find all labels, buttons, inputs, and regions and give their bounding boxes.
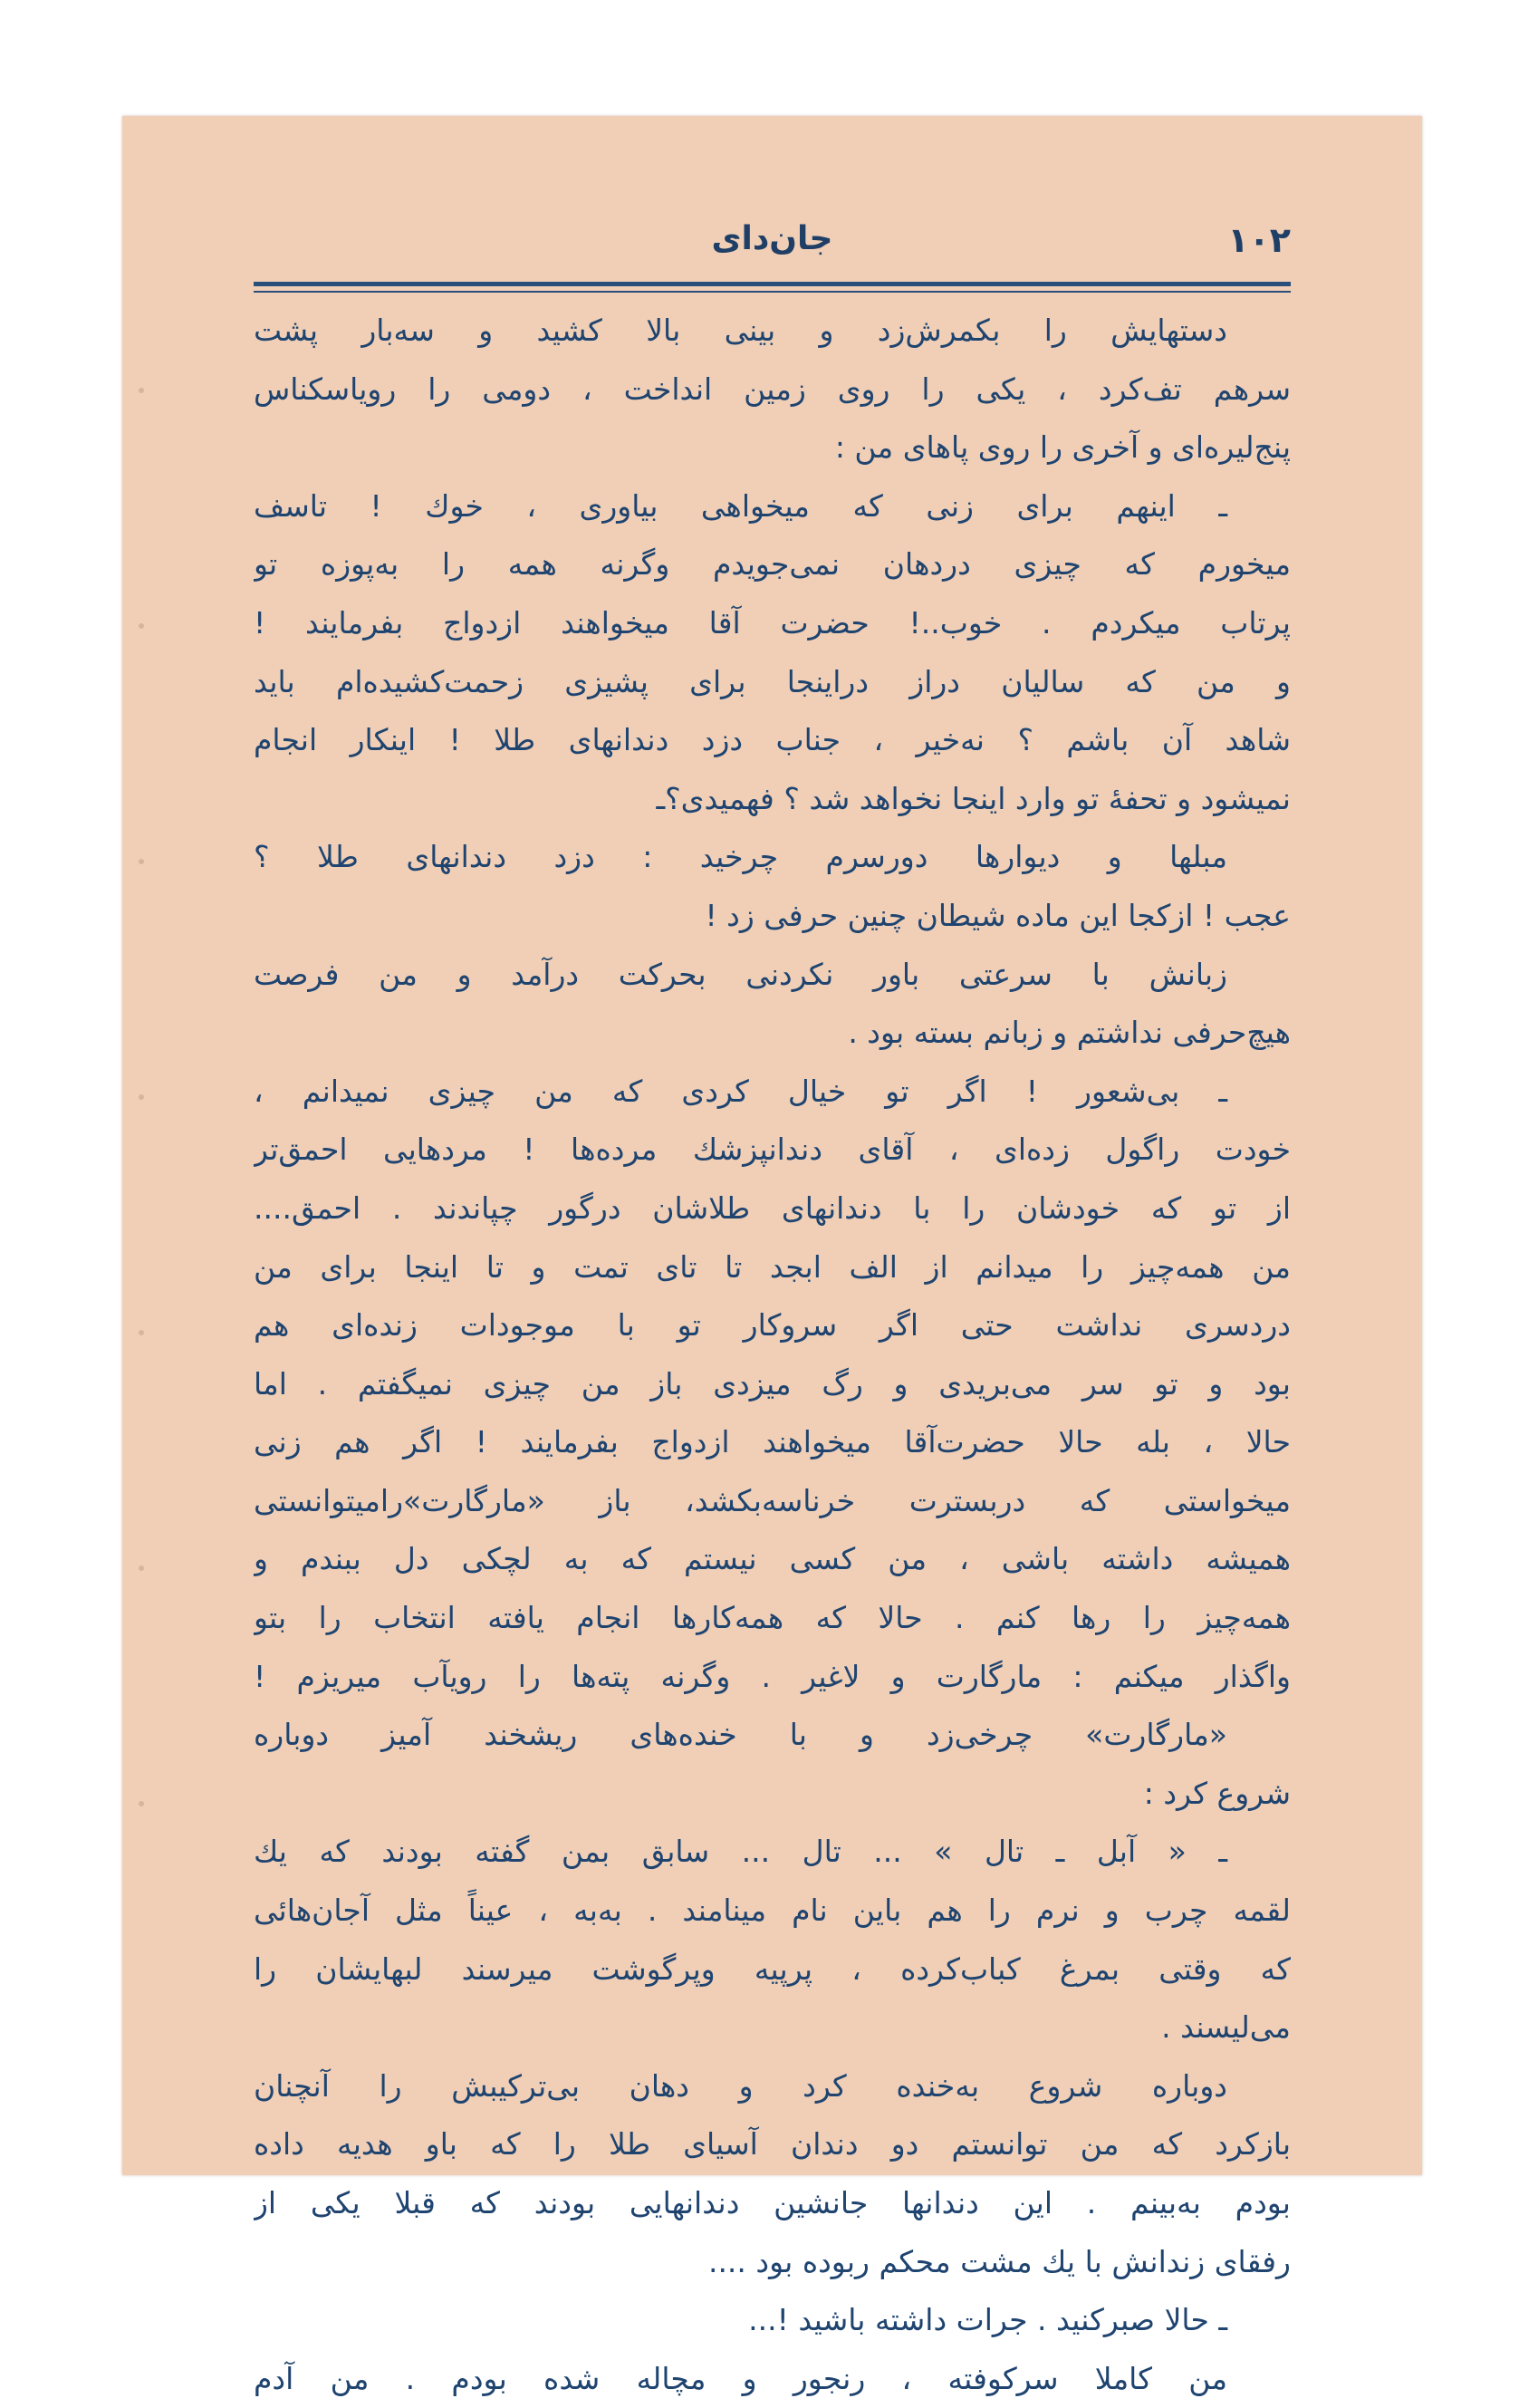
binding-hole [139, 1330, 144, 1335]
text-line: شروع کرد : [1143, 1775, 1291, 1811]
text-line: بود و تو سر می‌بریدی و رگ میزدی باز من چیزی نمیگفتم . اما [254, 1365, 1291, 1401]
text-line: ـ حالا صبرکنید . جرات داشته باشید !... [748, 2302, 1227, 2338]
header-rule-thick [254, 282, 1291, 286]
binding-hole [139, 1094, 144, 1100]
page-header [254, 220, 1291, 275]
text-line: پنج‌لیره‌ای و آخری را روی پاهای من : [834, 429, 1291, 466]
text-line: دوباره شروع به‌خنده کرد و دهان بی‌ترکیبش را آنچنان [254, 2067, 1227, 2104]
text-line: همیشه داشته باشی ، من کسی نیستم که به لچکی دل ببندم و [254, 1541, 1291, 1577]
text-line: من همه‌چیز را میدانم از الف ابجد تا تای تمت و تا اینجا برای من [254, 1248, 1291, 1285]
text-line: سرهم تف‌کرد ، یکی را روی زمین انداخت ، دومی را رویاسکناس [254, 371, 1291, 407]
binding-hole [139, 388, 144, 393]
text-line: واگذار میکنم : مارگارت و لاغیر . وگرنه پته‌ها را رویآب میریزم ! [254, 1658, 1291, 1694]
text-line: رفقای زندانش با یك مشت محکم ربوده بود .... [707, 2243, 1291, 2279]
text-line: مبلها و دیوارها دورسرم چرخید : دزد دندانهای طلا ؟ [254, 839, 1227, 875]
text-line: می‌لیسند . [1161, 2009, 1291, 2046]
text-line: بودم به‌بینم . این دندانها جانشین دندانهایی بودند که قبلا یکی از [254, 2185, 1291, 2220]
text-line: همه‌چیز را رها کنم . حالا که همه‌کارها انجام یافته انتخاب را بتو [254, 1600, 1291, 1636]
text-line: ـ اینهم برای زنی که میخواهی بیاوری ، خوك ! تاسف [254, 487, 1227, 524]
page-number: ۱۰۲ [1227, 220, 1291, 260]
text-line: حالا ، بله حالا حضرت‌آقا میخواهند ازدواج بفرمایند ! اگر هم زنی [254, 1424, 1291, 1460]
binding-hole [139, 1565, 144, 1571]
text-line: هیچ‌حرفی نداشتم و زبانم بسته بود . [848, 1015, 1291, 1051]
text-line: زبانش با سرعتی باور نکردنی بحرکت درآمد و من فرصت [254, 956, 1227, 992]
text-line: عجب ! ازکجا این ماده شیطان چنین حرفی زد ! [705, 897, 1291, 933]
text-line: بازکرد که من توانستم دو دندان آسیای طلا را که باو هدیه داده [254, 2126, 1291, 2162]
text-line: نمیشود و تحفهٔ تو وارد اینجا نخواهد شد ؟ فهمیدی؟ـ [656, 780, 1291, 816]
text-line: شاهد آن باشم ؟ نه‌خیر ، جناب دزد دندانهای طلا ! اینکار انجام [254, 722, 1291, 758]
binding-holes [122, 116, 159, 2175]
running-title: جان‌دای [711, 220, 833, 257]
binding-hole [139, 859, 144, 864]
binding-hole [139, 1801, 144, 1806]
text-line: من کاملا سرکوفته ، رنجور و مچاله شده بودم . من آدم [254, 2360, 1227, 2396]
binding-hole [139, 623, 144, 629]
text-line: خودت راگول زده‌ای ، آقای دندانپزشك مرده‌ها ! مردهایی احمق‌تر [254, 1132, 1291, 1168]
body-text [254, 302, 1291, 2408]
book-page [122, 116, 1422, 2396]
text-line: ـ بی‌شعور ! اگر تو خیال کردی که من چیزی نمیدانم ، [254, 1073, 1227, 1109]
text-line: میخورم که چیزی دردهان نمی‌جویدم وگرنه همه را به‌پوزه تو [254, 546, 1291, 583]
text-line: پرتاب میکردم . خوب..! حضرت آقا میخواهند ازدواج بفرمایند ! [254, 604, 1291, 641]
text-line: «مارگارت» چرخی‌زد و با خنده‌های ریشخند آمیز دوباره [254, 1717, 1227, 1753]
text-line: که وقتی بمرغ کباب‌کرده ، پرپیه وپرگوشت میرسند لبهایشان را [254, 1950, 1291, 1987]
text-line: ـ « آبل ـ تال » ... تال ... سابق بمن گفته بودند که یك [254, 1834, 1227, 1870]
text-line: دردسری نداشت حتی اگر سروکار تو با موجودات زنده‌ای هم [254, 1307, 1291, 1344]
text-line: دستهایش را بکمرش‌زد و بینی بالا کشید و سه‌بار پشت [254, 313, 1227, 348]
text-line: از تو که خودشان را با دندانهای طلاشان درگور چپاندند . احمق.... [254, 1190, 1291, 1226]
text-line: میخواستی که دربسترت خرناسه‌بکشد، باز «مارگارت»رامیتوانستی [254, 1482, 1291, 1518]
header-rule-thin [254, 291, 1291, 293]
text-line: لقمه چرب و نرم را هم باین نام مینامند . به‌به ، عیناً مثل آجان‌هائی [254, 1893, 1291, 1929]
text-line: و من که سالیان دراز دراینجا برای پشیزی زحمت‌کشیده‌ام باید [254, 663, 1291, 699]
